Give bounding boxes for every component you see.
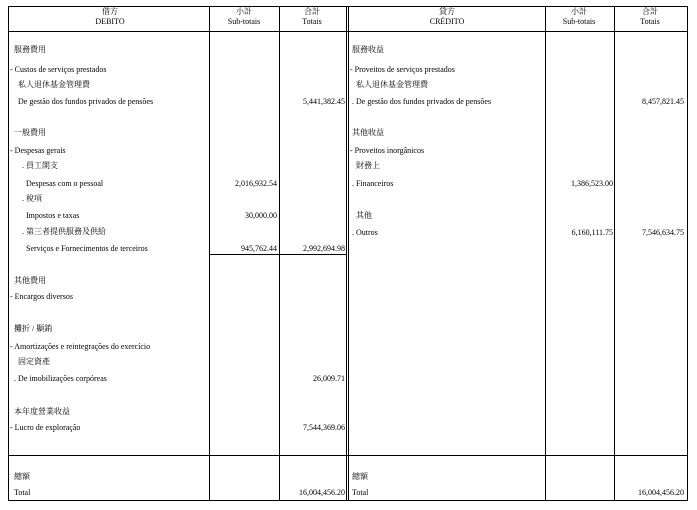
header-debit-tot-zh: 合計 — [304, 7, 320, 16]
credit-other-inc-zh: 其他收益 — [352, 128, 384, 137]
debit-general-zh: 一般費用 — [14, 128, 46, 137]
debit-sum-zh: 總額 — [14, 472, 30, 481]
header-credit-tot-pt: Totais — [640, 17, 660, 26]
credit-others-sub: 6,160,111.75 — [571, 228, 613, 237]
credit-other-inc-total: 7,546,634.75 — [642, 228, 684, 237]
debit-taxes-zh: . 稅項 — [22, 194, 42, 203]
debit-third-zh: . 第三者提供服務及供給 — [22, 227, 106, 236]
col-line-credit-sub — [545, 6, 546, 501]
credit-others-zh: 其他 — [356, 211, 372, 220]
debit-private-funds-pt: De gestão dos fundos privados de pensões — [18, 97, 154, 106]
credit-fin-pt: . Financeiros — [352, 179, 394, 188]
credit-services-pt: - Proveitos de serviços prestados — [350, 65, 455, 74]
debit-staff-pt: Despesas com o pessoal — [26, 179, 104, 188]
debit-staff-sub: 2,016,932.54 — [235, 179, 277, 188]
debit-profit-zh: 本年度營業收益 — [14, 407, 70, 416]
debit-sum-total: 16,004,456.20 — [299, 488, 345, 497]
debit-sum-pt: Total — [14, 488, 31, 497]
credit-private-funds-pt: . De gestão dos fundos privados de pensões — [352, 97, 492, 106]
col-line-mid-b — [348, 6, 349, 501]
debit-general-pt: - Despesas gerais — [10, 146, 66, 155]
col-line-right — [687, 6, 688, 501]
debit-private-funds-zh: 私人退休基金管理費 — [18, 80, 90, 89]
debit-other-zh: 其他費用 — [14, 276, 46, 285]
col-line-debit-tot — [279, 6, 280, 501]
debit-taxes-sub: 30,000.00 — [245, 211, 277, 220]
credit-private-funds-zh: 私人退休基金管理費 — [356, 80, 428, 89]
header-credit-tot-zh: 合計 — [642, 7, 658, 16]
debit-subtotal-underline — [209, 254, 347, 255]
header-debit-zh: 借方 — [102, 7, 118, 16]
debit-general-total: 2,992,694.98 — [303, 244, 345, 253]
credit-others-pt: . Outros — [352, 228, 378, 237]
debit-profit-total: 7,544,369.06 — [303, 423, 345, 432]
debit-private-funds-total: 5,441,382.45 — [303, 97, 345, 106]
debit-profit-pt: - Lucro de exploração — [10, 423, 81, 432]
debit-third-sub: 945,762.44 — [241, 244, 277, 253]
col-line-debit-sub — [209, 6, 210, 501]
debit-depr-zh: 攤折 / 顯銷 — [14, 324, 53, 333]
header-debit-pt: DEBITO — [95, 17, 125, 26]
credit-fin-sub: 1,386,523.00 — [571, 179, 613, 188]
debit-services-zh: 服務費用 — [14, 45, 46, 54]
credit-sum-total: 16,004,456.20 — [638, 488, 684, 497]
header-credit-sub-pt: Sub-totais — [562, 17, 596, 26]
debit-services-pt: - Custos de serviços prestados — [10, 65, 107, 74]
debit-other-pt: - Encargos diversos — [10, 292, 73, 301]
header-credit-zh: 貸方 — [439, 7, 455, 16]
credit-private-funds-total: 8,457,821.45 — [642, 97, 684, 106]
credit-sum-pt: Total — [352, 488, 369, 497]
debit-fixed-zh: 固定資產 — [18, 357, 50, 366]
header-credit-sub-zh: 小計 — [571, 7, 587, 16]
debit-depr-pt: - Amortizações e reintegrações do exercício — [10, 342, 151, 351]
debit-staff-zh: . 員工開支 — [22, 161, 58, 170]
header-debit-sub-pt: Sub-totais — [227, 17, 261, 26]
header-debit-sub-zh: 小計 — [236, 7, 252, 16]
col-line-credit-tot — [614, 6, 615, 501]
credit-sum-zh: 總額 — [352, 472, 368, 481]
credit-other-inc-pt: - Proveitos inorgânicos — [350, 146, 425, 155]
header-credit-pt: CRÉDITO — [429, 17, 465, 26]
debit-fixed-total: 26,009.71 — [313, 374, 345, 383]
credit-fin-zh: 財務上 — [356, 161, 380, 170]
header-debit-tot-pt: Totais — [302, 17, 322, 26]
debit-taxes-pt: Impostos e taxas — [26, 211, 80, 220]
col-line-left — [8, 6, 9, 501]
col-line-mid-a — [346, 6, 347, 501]
debit-fixed-pt: . De imobilizações corpóreas — [14, 374, 107, 383]
credit-services-zh: 服務收益 — [352, 45, 384, 54]
debit-third-pt: Serviços e Fornecimentos de terceiros — [26, 244, 148, 253]
